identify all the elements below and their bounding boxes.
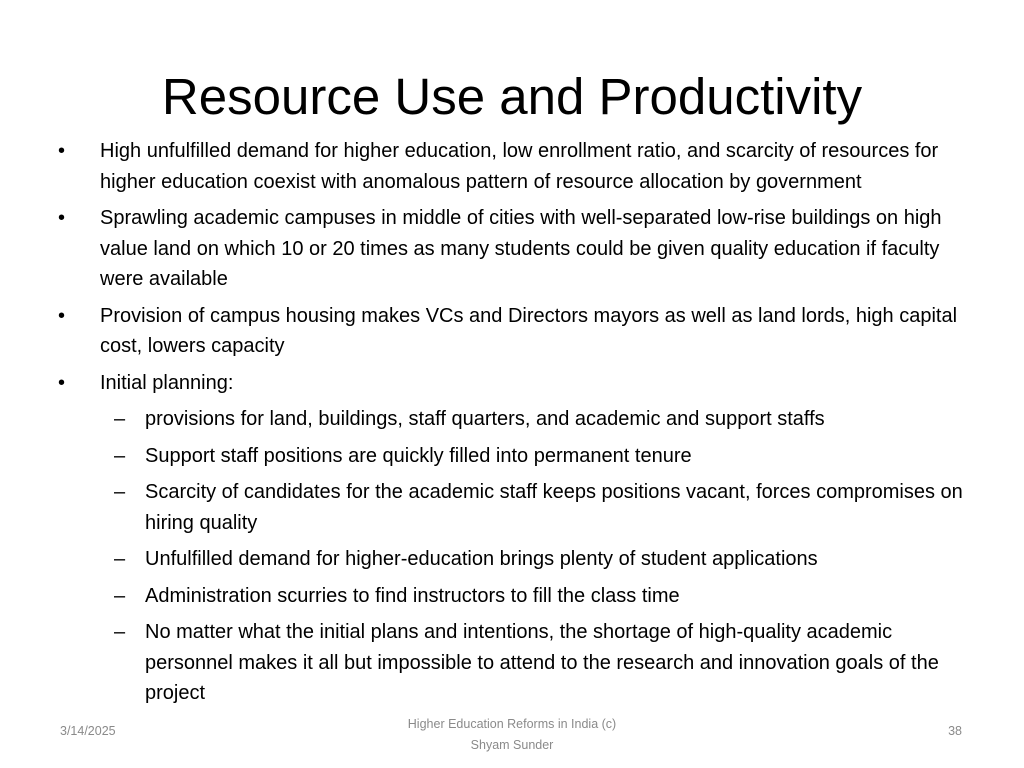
sub-bullet-marker: – bbox=[114, 481, 126, 503]
bullet-marker: • bbox=[58, 371, 66, 394]
sub-bullet-list bbox=[56, 404, 976, 709]
bullet-marker: • bbox=[58, 140, 66, 162]
slide-content bbox=[56, 136, 976, 715]
bullet-text: High unfulfilled demand for higher education, low enrollment ratio, and scarcity of resources for higher education coexist with anomalous pattern of resource allocation by government bbox=[100, 140, 939, 193]
sub-bullet-marker: – bbox=[114, 584, 126, 607]
bullet-text: Initial planning: bbox=[100, 371, 234, 394]
footer-date: 3/14/2025 bbox=[60, 724, 116, 738]
sub-bullet-marker: – bbox=[114, 548, 126, 570]
sub-bullet-item bbox=[56, 617, 976, 709]
bullet-item bbox=[56, 301, 976, 362]
slide-title: Resource Use and Productivity bbox=[161, 68, 863, 125]
bullet-item bbox=[56, 368, 976, 399]
bullet-text: Sprawling academic campuses in middle of cities with well-separated low-rise buildings on high value land on which 10 or 20 times as many students could be given quality education if faculty were available bbox=[100, 207, 942, 290]
sub-bullet-text: Support staff positions are quickly filled into permanent tenure bbox=[145, 444, 692, 467]
sub-bullet-text: Unfulfilled demand for higher-education brings plenty of student applications bbox=[145, 548, 818, 570]
sub-bullet-text: Administration scurries to find instructors to fill the class time bbox=[145, 584, 680, 607]
bullet-list bbox=[56, 136, 976, 398]
footer-caption-line: Shyam Sunder bbox=[470, 738, 554, 752]
footer-caption bbox=[352, 714, 672, 756]
bullet-marker: • bbox=[58, 207, 66, 229]
sub-bullet-text: provisions for land, buildings, staff quarters, and academic and support staffs bbox=[145, 408, 825, 430]
footer-caption-line: Higher Education Reforms in India (c) bbox=[407, 717, 617, 731]
sub-bullet-item bbox=[56, 544, 976, 575]
footer-page-number: 38 bbox=[948, 724, 962, 738]
bullet-item bbox=[56, 203, 976, 295]
bullet-item bbox=[56, 136, 976, 197]
sub-bullet-item bbox=[56, 477, 976, 538]
sub-bullet-text: No matter what the initial plans and intentions, the shortage of high-quality academic personnel makes it all but impossible to attend to the research and innovation goals of the project bbox=[145, 621, 939, 704]
bullet-text: Provision of campus housing makes VCs and Directors mayors as well as land lords, high capital cost, lowers capacity bbox=[100, 304, 958, 357]
sub-bullet-item bbox=[56, 404, 976, 435]
sub-bullet-marker: – bbox=[114, 621, 126, 643]
sub-bullet-text: Scarcity of candidates for the academic staff keeps positions vacant, forces compromises on hiring quality bbox=[145, 481, 963, 534]
sub-bullet-marker: – bbox=[114, 408, 126, 430]
sub-bullet-item bbox=[56, 581, 976, 612]
bullet-marker: • bbox=[58, 304, 66, 327]
sub-bullet-item bbox=[56, 441, 976, 472]
sub-bullet-marker: – bbox=[114, 444, 126, 467]
